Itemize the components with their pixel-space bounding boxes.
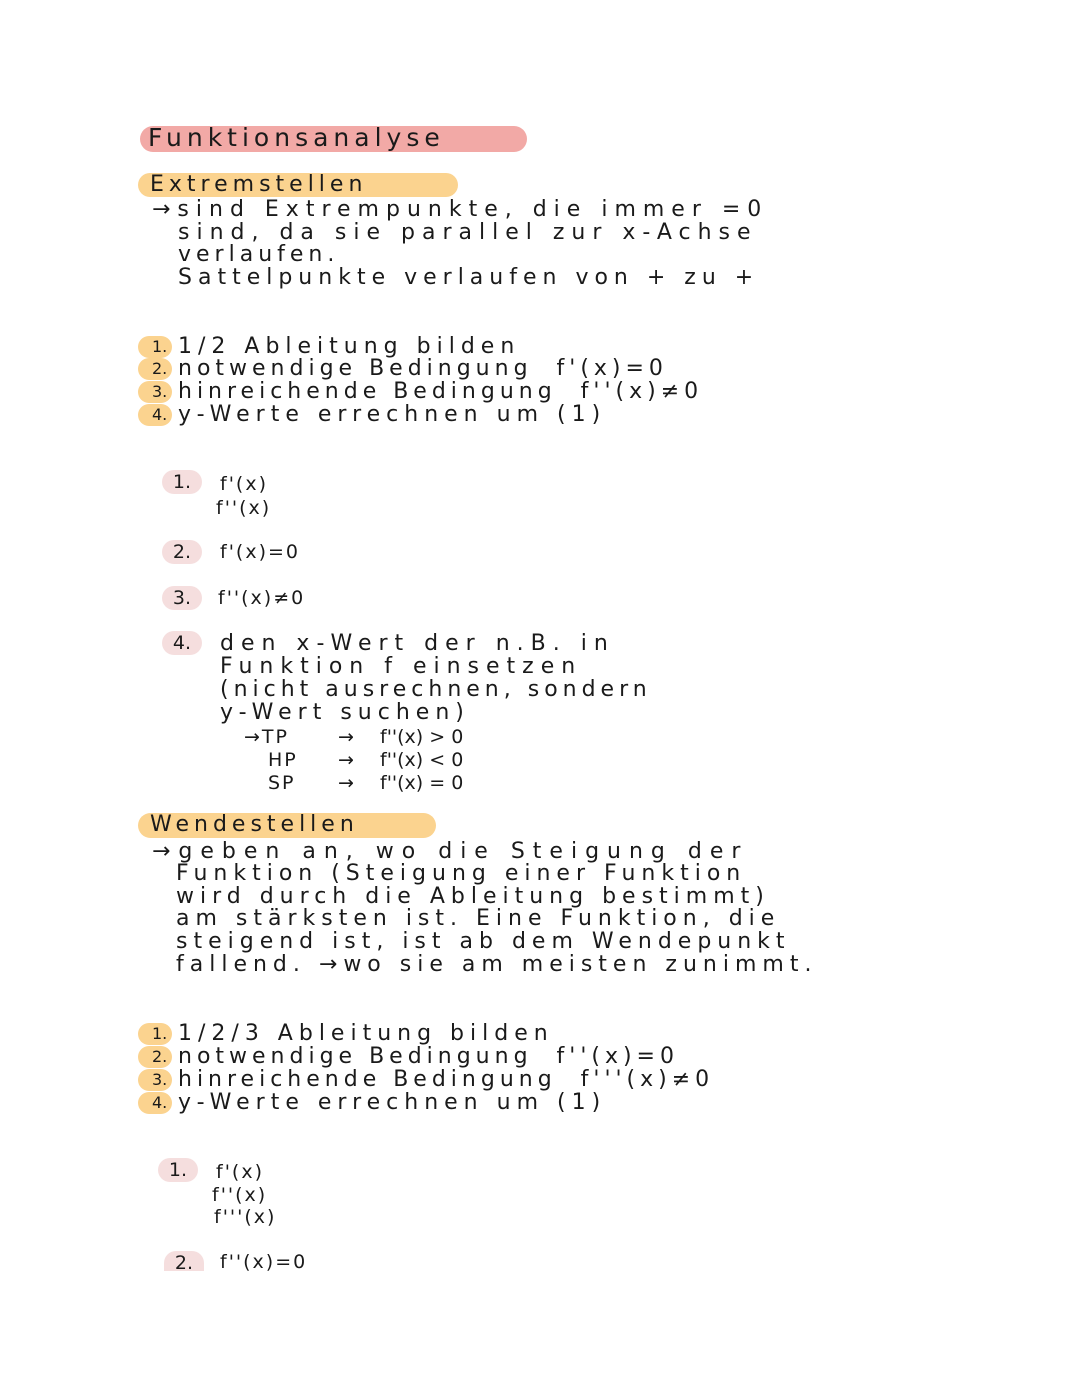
step-number: 3.: [152, 382, 168, 401]
step-text: y-Werte errechnen um (1): [178, 1090, 607, 1115]
detail-line: f'''(x): [214, 1206, 277, 1228]
step-number: 1.: [152, 337, 168, 356]
detail-line: f'(x): [216, 1161, 264, 1183]
paragraph-line: verlaufen.: [178, 242, 340, 267]
step-text: notwendige Bedingung f'(x)=0: [178, 356, 668, 381]
case-arrow: →: [338, 749, 356, 771]
detail-number: 2.: [162, 540, 202, 564]
step-text: 1/2/3 Ableitung bilden: [178, 1021, 554, 1046]
case-arrow: →: [338, 772, 356, 794]
paragraph-line: fallend. →wo sie am meisten zunimmt.: [176, 952, 818, 977]
paragraph-line: →geben an, wo die Steigung der: [152, 839, 749, 864]
detail-line: y-Wert suchen): [220, 700, 470, 725]
step-number: 2.: [152, 1047, 168, 1066]
paragraph-line: am stärksten ist. Eine Funktion, die: [176, 906, 781, 931]
step-text: hinreichende Bedingung f'''(x)≠0: [178, 1067, 715, 1092]
detail-line: f''(x)=0: [220, 1251, 308, 1273]
case-label: SP: [268, 772, 296, 794]
detail-line: f''(x): [216, 497, 272, 519]
section-heading-wendestellen: Wendestellen: [150, 812, 359, 837]
step-text: notwendige Bedingung f''(x)=0: [178, 1044, 679, 1069]
page-title: Funktionsanalyse: [148, 123, 445, 152]
detail-line: f''(x)≠0: [218, 587, 306, 609]
step-number: 3.: [152, 1070, 168, 1089]
paragraph-line: Sattelpunkte verlaufen von + zu +: [178, 265, 760, 290]
step-number: 1.: [152, 1024, 168, 1043]
section-heading-extremstellen: Extremstellen: [150, 172, 368, 197]
step-number: 2.: [152, 359, 168, 378]
paragraph-line: →sind Extrempunkte, die immer =0: [152, 197, 769, 222]
step-text: y-Werte errechnen um (1): [178, 402, 607, 427]
step-number: 4.: [152, 405, 168, 424]
detail-number: 3.: [162, 586, 202, 610]
detail-line: f'(x)=0: [220, 541, 300, 563]
step-text: 1/2 Ableitung bilden: [178, 334, 521, 359]
paragraph-line: steigend ist, ist ab dem Wendepunkt: [176, 929, 791, 954]
case-condition: f''(x) < 0: [380, 749, 464, 771]
step-text: hinreichende Bedingung f''(x)≠0: [178, 379, 704, 404]
case-condition: f''(x) > 0: [380, 726, 464, 748]
paragraph-line: Funktion (Steigung einer Funktion: [176, 861, 747, 886]
case-label: HP: [268, 749, 298, 771]
detail-number: 4.: [162, 631, 202, 655]
detail-number: 1.: [158, 1158, 198, 1182]
detail-line: (nicht ausrechnen, sondern: [220, 677, 652, 702]
detail-line: den x-Wert der n.B. in: [220, 631, 615, 656]
detail-number: 1.: [162, 470, 202, 494]
step-number: 4.: [152, 1093, 168, 1112]
case-condition: f''(x) = 0: [380, 772, 464, 794]
paragraph-line: wird durch die Ableitung bestimmt): [176, 884, 770, 909]
case-arrow: →: [338, 726, 356, 748]
detail-line: f'(x): [220, 473, 268, 495]
paragraph-line: sind, da sie parallel zur x-Achse: [178, 220, 758, 245]
detail-line: f''(x): [212, 1184, 268, 1206]
detail-number: 2.: [164, 1251, 204, 1271]
detail-line: Funktion f einsetzen: [220, 654, 583, 679]
case-label: →TP: [244, 726, 289, 748]
